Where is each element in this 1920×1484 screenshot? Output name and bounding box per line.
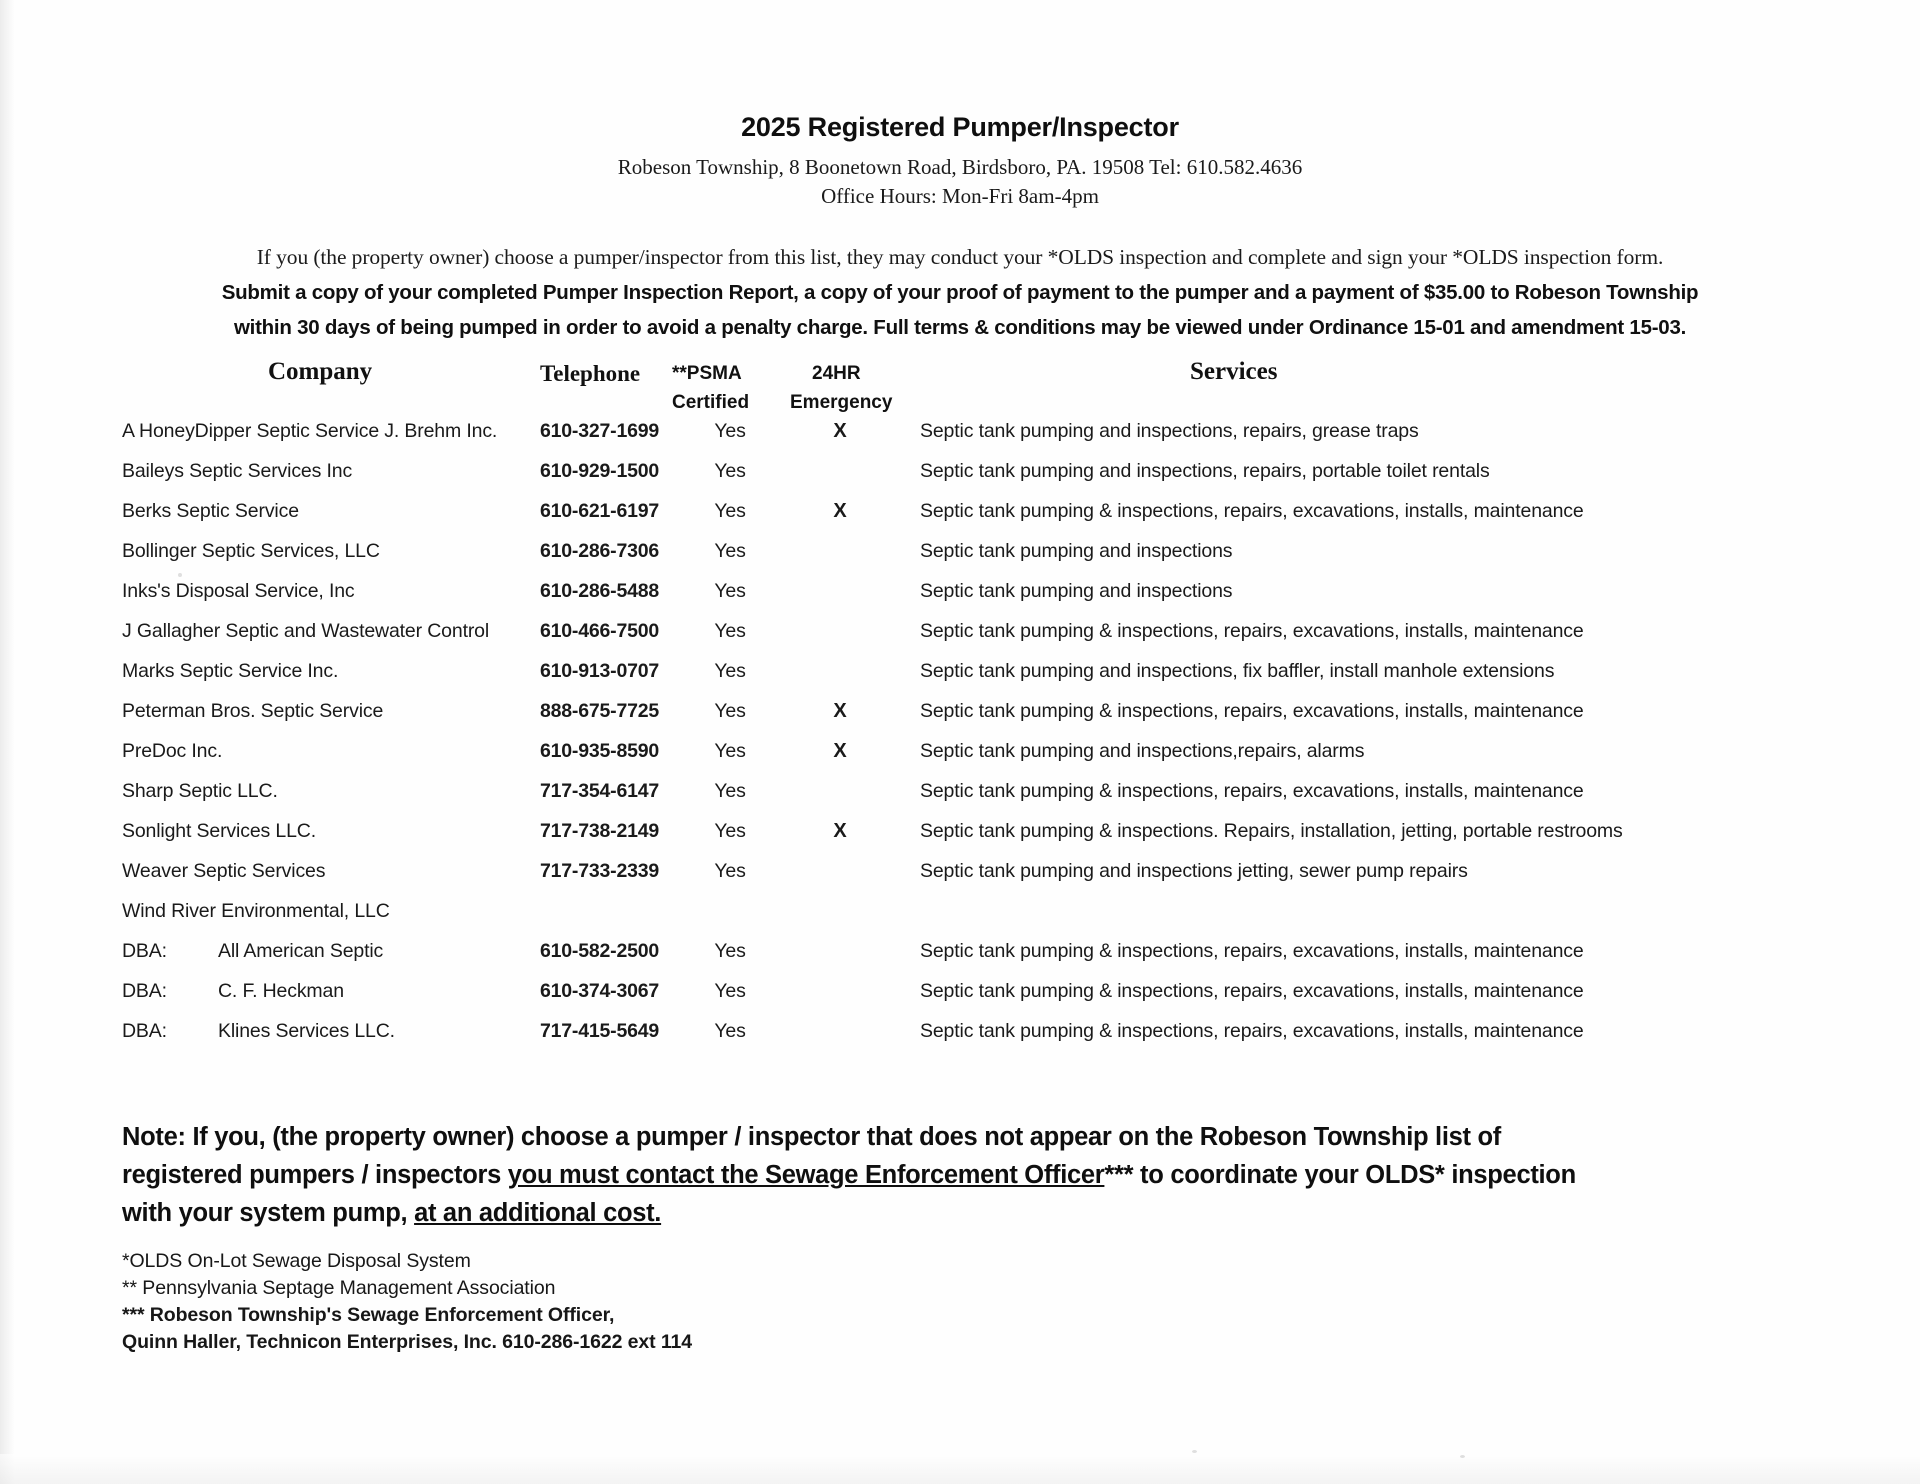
column-header-24hr: 24HR xyxy=(812,363,861,384)
cell-dba-label: DBA: xyxy=(122,980,167,1002)
cell-services: Septic tank pumping & inspections, repairs, excavations, installs, maintenance xyxy=(920,1020,1584,1042)
footnote-seo-title: *** Robeson Township's Sewage Enforcement Officer, xyxy=(122,1304,615,1326)
cell-psma-certified: Yes xyxy=(714,540,746,562)
cell-dba-label: DBA: xyxy=(122,1020,167,1042)
cell-telephone: 888-675-7725 xyxy=(540,700,660,722)
cell-psma-certified: Yes xyxy=(714,420,746,442)
cell-company: C. F. Heckman xyxy=(218,980,344,1002)
cell-psma-certified: Yes xyxy=(714,980,746,1002)
cell-services: Septic tank pumping and inspections,repairs, alarms xyxy=(920,740,1365,762)
cell-psma-certified: Yes xyxy=(714,940,746,962)
page-title: 2025 Registered Pumper/Inspector xyxy=(741,112,1179,142)
table-row xyxy=(0,500,1920,540)
cell-services: Septic tank pumping and inspections, repairs, grease traps xyxy=(920,420,1419,442)
cell-telephone: 717-415-5649 xyxy=(540,1020,660,1042)
footnotes-block xyxy=(0,1248,1920,1356)
intro-paragraph xyxy=(0,245,1920,340)
note-line-2-suffix: *** to coordinate your OLDS* inspection xyxy=(1104,1161,1576,1189)
cell-telephone: 717-733-2339 xyxy=(540,860,660,882)
table-row xyxy=(0,420,1920,460)
cell-telephone: 610-327-1699 xyxy=(540,420,660,442)
table-row xyxy=(0,860,1920,900)
cell-company: Weaver Septic Services xyxy=(122,860,326,882)
cell-company: Bollinger Septic Services, LLC xyxy=(122,540,380,562)
table-row xyxy=(0,580,1920,620)
pumper-inspector-table xyxy=(0,358,1920,1060)
cell-24hr-emergency: X xyxy=(833,820,847,842)
cell-telephone: 610-286-7306 xyxy=(540,540,660,562)
note-line-2-underlined: you must contact the Sewage Enforcement Officer xyxy=(507,1161,1105,1189)
township-address: Robeson Township, 8 Boonetown Road, Birdsboro, PA. 19508 Tel: 610.582.4636 xyxy=(617,155,1303,179)
column-header-services: Services xyxy=(1190,358,1278,385)
table-row xyxy=(0,620,1920,660)
cell-services: Septic tank pumping & inspections. Repairs, installation, jetting, portable restrooms xyxy=(920,820,1623,842)
cell-company: Inks's Disposal Service, Inc xyxy=(122,580,355,602)
cell-company: J Gallagher Septic and Wastewater Control xyxy=(122,620,490,642)
note-line-3-prefix: with your system pump, xyxy=(122,1199,415,1227)
note-block xyxy=(0,1118,1920,1232)
cell-services: Septic tank pumping & inspections, repairs, excavations, installs, maintenance xyxy=(920,940,1584,962)
cell-24hr-emergency: X xyxy=(833,420,847,442)
table-row xyxy=(0,660,1920,700)
cell-psma-certified: Yes xyxy=(714,580,746,602)
cell-services: Septic tank pumping and inspections, fix baffler, install manhole extensions xyxy=(920,660,1555,682)
office-hours: Office Hours: Mon-Fri 8am-4pm xyxy=(821,184,1099,208)
cell-services: Septic tank pumping and inspections jetting, sewer pump repairs xyxy=(920,860,1468,882)
cell-telephone: 717-354-6147 xyxy=(540,780,660,802)
table-row xyxy=(0,820,1920,860)
column-header-emergency: Emergency xyxy=(790,392,893,413)
intro-line-1: If you (the property owner) choose a pumper/inspector from this list, they may conduct your *OLDS inspection and complete and sign your *OLDS inspection form. xyxy=(256,245,1664,269)
cell-services: Septic tank pumping & inspections, repairs, excavations, installs, maintenance xyxy=(920,700,1584,722)
column-header-company: Company xyxy=(268,358,373,385)
table-row xyxy=(0,540,1920,580)
footnote-seo-contact: Quinn Haller, Technicon Enterprises, Inc. 610-286-1622 ext 114 xyxy=(122,1331,693,1353)
cell-company: Peterman Bros. Septic Service xyxy=(122,700,384,722)
intro-line-2: Submit a copy of your completed Pumper Inspection Report, a copy of your proof of payment to the pumper and a payment of $35.00 to Robeson Township xyxy=(221,281,1699,304)
cell-psma-certified: Yes xyxy=(714,660,746,682)
scan-speck xyxy=(1192,1450,1197,1453)
cell-telephone: 610-286-5488 xyxy=(540,580,660,602)
cell-psma-certified: Yes xyxy=(714,700,746,722)
table-row xyxy=(0,780,1920,820)
cell-services: Septic tank pumping & inspections, repairs, excavations, installs, maintenance xyxy=(920,620,1584,642)
cell-psma-certified: Yes xyxy=(714,1020,746,1042)
cell-services: Septic tank pumping & inspections, repairs, excavations, installs, maintenance xyxy=(920,780,1584,802)
cell-company: Baileys Septic Services Inc xyxy=(122,460,353,482)
cell-services: Septic tank pumping and inspections xyxy=(920,540,1233,562)
note-line-2 xyxy=(122,1156,1810,1194)
note-line-1: Note: If you, (the property owner) choose a pumper / inspector that does not appear on the Robeson Township list of xyxy=(122,1123,1501,1151)
cell-telephone: 717-738-2149 xyxy=(540,820,660,842)
intro-line-3: within 30 days of being pumped in order to avoid a penalty charge. Full terms & conditions may be viewed under Ordinance 15-01 and amendment 15-03. xyxy=(233,316,1687,339)
table-row-dba xyxy=(0,980,1920,1020)
table-row xyxy=(0,700,1920,740)
cell-psma-certified: Yes xyxy=(714,460,746,482)
cell-psma-certified: Yes xyxy=(714,500,746,522)
cell-psma-certified: Yes xyxy=(714,740,746,762)
column-header-telephone: Telephone xyxy=(540,361,641,386)
table-row-dba xyxy=(0,1020,1920,1060)
cell-company: Berks Septic Service xyxy=(122,500,299,522)
cell-psma-certified: Yes xyxy=(714,780,746,802)
footnote-olds: *OLDS On-Lot Sewage Disposal System xyxy=(122,1250,471,1272)
table-body xyxy=(0,420,1920,1060)
cell-psma-certified: Yes xyxy=(714,620,746,642)
cell-company: All American Septic xyxy=(218,940,384,962)
note-line-3-underlined: at an additional cost. xyxy=(414,1199,662,1227)
cell-telephone: 610-913-0707 xyxy=(540,660,660,682)
cell-telephone: 610-374-3067 xyxy=(540,980,660,1002)
cell-company: Marks Septic Service Inc. xyxy=(122,660,339,682)
cell-telephone: 610-929-1500 xyxy=(540,460,660,482)
cell-telephone: 610-466-7500 xyxy=(540,620,660,642)
cell-24hr-emergency: X xyxy=(833,700,847,722)
cell-company: Klines Services LLC. xyxy=(218,1020,395,1042)
note-line-2-prefix: registered pumpers / inspectors xyxy=(122,1161,508,1189)
cell-company: A HoneyDipper Septic Service J. Brehm Inc. xyxy=(122,420,498,442)
cell-telephone: 610-935-8590 xyxy=(540,740,660,762)
table-row-dba xyxy=(0,940,1920,980)
cell-company: PreDoc Inc. xyxy=(122,740,223,762)
cell-telephone: 610-621-6197 xyxy=(540,500,660,522)
scan-speck xyxy=(1460,1455,1465,1458)
cell-services: Septic tank pumping & inspections, repairs, excavations, installs, maintenance xyxy=(920,980,1584,1002)
cell-24hr-emergency: X xyxy=(833,740,847,762)
column-header-psma: **PSMA xyxy=(672,363,742,384)
cell-24hr-emergency: X xyxy=(833,500,847,522)
cell-telephone: 610-582-2500 xyxy=(540,940,660,962)
cell-psma-certified: Yes xyxy=(714,820,746,842)
table-row xyxy=(0,900,1920,940)
note-line-3 xyxy=(122,1194,1810,1232)
footnote-psma: ** Pennsylvania Septage Management Association xyxy=(122,1277,556,1299)
scan-edge-shadow-bottom xyxy=(0,1454,1920,1484)
cell-services: Septic tank pumping & inspections, repairs, excavations, installs, maintenance xyxy=(920,500,1584,522)
column-header-psma-certified: Certified xyxy=(672,392,750,413)
table-header-row xyxy=(0,358,1920,420)
table-row xyxy=(0,460,1920,500)
cell-dba-label: DBA: xyxy=(122,940,167,962)
cell-company: Sharp Septic LLC. xyxy=(122,780,278,802)
cell-psma-certified: Yes xyxy=(714,860,746,882)
table-row xyxy=(0,740,1920,780)
cell-services: Septic tank pumping and inspections, repairs, portable toilet rentals xyxy=(920,460,1490,482)
cell-company: Sonlight Services LLC. xyxy=(122,820,316,842)
cell-services: Septic tank pumping and inspections xyxy=(920,580,1233,602)
cell-company: Wind River Environmental, LLC xyxy=(122,900,390,922)
